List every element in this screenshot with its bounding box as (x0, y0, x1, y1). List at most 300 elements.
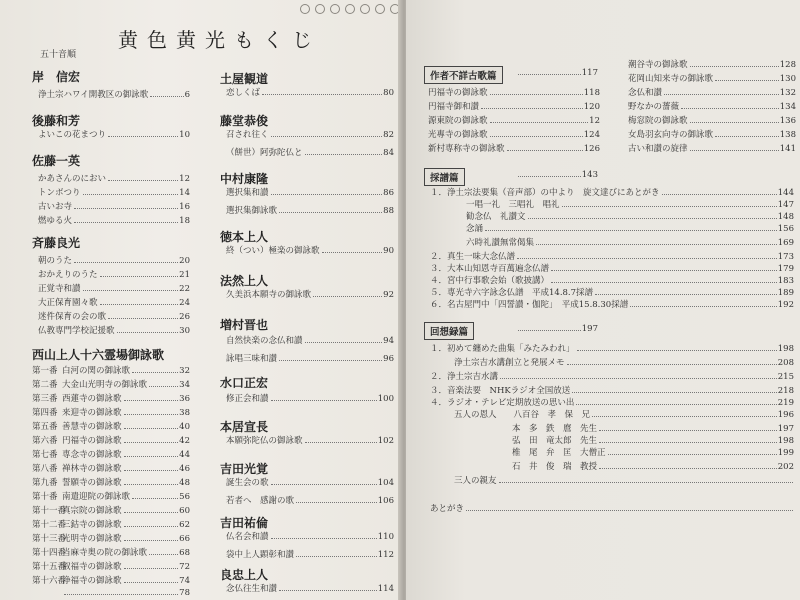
entry-title: 当麻寺奥の院の御詠歌 (62, 548, 148, 558)
dot-leader (490, 121, 589, 123)
entry-title: 光明寺の御詠歌 (62, 534, 122, 544)
toc-entry (454, 356, 794, 368)
entry-page: 198 (777, 436, 794, 446)
right-page (406, 0, 800, 600)
entry-number: 第十四番 (32, 548, 67, 558)
toc-entry (32, 546, 190, 558)
entry-page: 130 (779, 74, 796, 84)
toc-entry (226, 392, 394, 404)
dot-leader (690, 65, 779, 67)
dot-leader (74, 221, 178, 223)
toc-entry (226, 204, 394, 216)
dot-leader (279, 589, 377, 591)
dot-leader (279, 359, 382, 361)
dot-leader (83, 193, 179, 195)
entry-number: 第十二番 (32, 520, 67, 530)
page-title: 黄色黄光もくじ (118, 28, 321, 52)
toc-entry (38, 214, 190, 226)
entry-title: １．浄土宗法要集（音声部）の中より 旋文達びにあとがき (430, 188, 660, 198)
dot-leader (64, 593, 178, 595)
toc-entry (466, 222, 794, 234)
dot-leader (271, 399, 377, 401)
entry-number: 第三番 (32, 394, 58, 404)
toc-entry (38, 88, 190, 100)
entry-title: 正覚寺和讃 (38, 284, 81, 294)
toc-entry (430, 250, 794, 262)
entry-title: （餅世）阿弥陀仏と (226, 148, 303, 158)
entry-page: 38 (179, 408, 190, 418)
dot-leader (271, 537, 377, 539)
dot-leader (664, 93, 779, 95)
entry-title: 新村専称寺の御詠歌 (428, 144, 505, 154)
entry-page: 141 (779, 144, 796, 154)
toc-entry (226, 582, 394, 594)
entry-title: ２．浄土宗吉水講 (430, 372, 499, 382)
entry-page: 48 (179, 478, 190, 488)
dot-leader (271, 135, 383, 137)
entry-page: 120 (583, 102, 600, 112)
toc-entry (430, 342, 794, 354)
entry-title: 叡福寺の御詠歌 (62, 562, 122, 572)
toc-entry (466, 198, 794, 210)
entry-page: 136 (779, 116, 796, 126)
author-heading: 増村晋也 (220, 318, 269, 332)
toc-entry (226, 548, 394, 560)
toc-entry (38, 268, 190, 280)
toc-entry (32, 392, 190, 404)
toc-entry (38, 296, 190, 308)
toc-entry (428, 114, 600, 126)
dot-leader (562, 205, 777, 207)
entry-title: 禅林寺の御詠歌 (62, 464, 122, 474)
toc-entry (32, 560, 190, 572)
entry-page: 36 (179, 394, 190, 404)
dot-leader (690, 121, 779, 123)
entry-page: 117 (581, 68, 598, 78)
toc-entry (226, 476, 394, 488)
author-heading: 後藤和芳 (32, 114, 81, 128)
toc-entry (38, 128, 190, 140)
entry-page: 88 (383, 206, 394, 216)
toc-entry (430, 396, 794, 408)
dot-leader (124, 581, 179, 583)
entry-title: 真宗院の御詠歌 (62, 506, 122, 516)
toc-entry (226, 244, 394, 256)
toc-entry (226, 128, 394, 140)
dot-leader (124, 441, 179, 443)
dot-leader (715, 79, 779, 81)
dot-leader (551, 269, 777, 271)
entry-page: 96 (383, 354, 394, 364)
entry-title: 自然快楽の念仏和讃 (226, 336, 303, 346)
author-heading: 法然上人 (220, 274, 269, 288)
toc-entry (226, 86, 394, 98)
entry-title: 仏教専門学校記援歌 (38, 326, 115, 336)
entry-number: 第一番 (32, 366, 58, 376)
dot-leader (149, 553, 178, 555)
entry-page: 215 (777, 372, 794, 382)
dot-leader (599, 429, 777, 431)
entry-page: 56 (179, 492, 190, 502)
dot-leader (124, 567, 179, 569)
entry-title: 浄土宗ハワイ開教区の御詠歌 (38, 90, 149, 100)
toc-entry (32, 532, 190, 544)
entry-page: 16 (179, 202, 190, 212)
binding-rings (300, 4, 402, 18)
entry-page: 197 (581, 324, 598, 334)
entry-page: 169 (777, 238, 794, 248)
entry-page: 92 (383, 290, 394, 300)
entry-title: 南遣迎院の御詠歌 (62, 492, 131, 502)
dot-leader (599, 441, 777, 443)
entry-title: 召され往く (226, 130, 269, 140)
entry-number: 第九番 (32, 478, 58, 488)
entry-page: 189 (777, 288, 794, 298)
dot-leader (279, 211, 382, 213)
toc-entry (628, 128, 796, 140)
entry-title: 野なかの薔薇 (628, 102, 680, 112)
entry-title: 弘 田 竜太郎 先生 (512, 436, 598, 446)
section-memoirs: 回想録篇 (424, 322, 474, 340)
author-heading: 佐藤一英 (32, 154, 81, 168)
entry-page: 114 (377, 584, 394, 594)
toc-entry (466, 210, 794, 222)
dot-leader (551, 281, 777, 283)
dot-leader (466, 509, 793, 511)
entry-page: 24 (179, 298, 190, 308)
entry-number: 第七番 (32, 450, 58, 460)
toc-entry (430, 262, 794, 274)
entry-title: おかえりのうた (38, 270, 98, 280)
toc-entry (38, 324, 190, 336)
section-transcriptions: 採譜篇 (424, 168, 465, 186)
entry-title: 恋しくば (226, 88, 261, 98)
toc-entry (512, 446, 794, 458)
toc-entry (430, 286, 794, 298)
dot-leader (124, 539, 179, 541)
toc-entry (38, 282, 190, 294)
toc-entry (32, 476, 190, 488)
dot-leader (572, 391, 777, 393)
dot-leader (577, 349, 777, 351)
toc-entry (628, 58, 796, 70)
entry-page: 18 (179, 216, 190, 226)
entry-title: 円福寺御和讃 (428, 102, 480, 112)
author-heading: 本居宣長 (220, 420, 269, 434)
toc-entry (38, 172, 190, 184)
entry-title: 浄土宗吉水講創立と発展メモ (454, 358, 565, 368)
entry-title: 椎 尾 弁 匡 大僧正 (512, 448, 606, 458)
entry-title: 迷件保育の会の歌 (38, 312, 107, 322)
entry-page: 34 (179, 380, 190, 390)
entry-page: 126 (583, 144, 600, 154)
toc-entry (226, 186, 394, 198)
entry-title: １．初めて纏めた曲集「みたみわれ」 (430, 344, 575, 354)
toc-entry (512, 460, 794, 472)
entry-page: 134 (779, 102, 796, 112)
entry-number: 第十三番 (32, 534, 67, 544)
toc-entry (32, 518, 190, 530)
entry-number: 第八番 (32, 464, 58, 474)
dot-leader (149, 385, 178, 387)
toc-entry (32, 434, 190, 446)
dot-leader (124, 511, 179, 513)
toc-entry (32, 588, 190, 598)
entry-page: 112 (377, 550, 394, 560)
entry-page: 128 (779, 60, 796, 70)
section-page-row (516, 170, 598, 180)
entry-title: 詠唱三味和讃 (226, 354, 278, 364)
dot-leader (74, 261, 178, 263)
entry-title: ６．名古屋門中「四誓讃・伽陀」 平成15.8.30採譜 (430, 300, 629, 310)
entry-title: 本願弥陀仏の御詠歌 (226, 436, 303, 446)
entry-title: 五人の恩人 八百谷 孝 保 兄 (454, 410, 591, 420)
dot-leader (108, 135, 178, 137)
entry-title: 三鈷寺の御詠歌 (62, 520, 122, 530)
toc-entry (430, 384, 794, 396)
entry-number: 第五番 (32, 422, 58, 432)
toc-entry (628, 86, 796, 98)
entry-page: 143 (581, 170, 598, 180)
entry-page: 44 (179, 450, 190, 460)
entry-page: 118 (583, 88, 600, 98)
entry-number: 第十五番 (32, 562, 67, 572)
entry-page: 144 (777, 188, 794, 198)
dot-leader (500, 377, 777, 379)
entry-title: 仏名会和讃 (226, 532, 269, 542)
entry-page: 147 (777, 200, 794, 210)
entry-page: 46 (179, 464, 190, 474)
section-page-row (516, 68, 598, 78)
dot-leader (124, 427, 179, 429)
toc-entry (454, 408, 794, 420)
toc-entry (226, 434, 394, 446)
toc-entry (428, 100, 600, 112)
entry-page: 100 (377, 394, 394, 404)
dot-leader (576, 403, 776, 405)
entry-title: 久美浜本願寺の御詠歌 (226, 290, 312, 300)
entry-page: 12 (589, 116, 600, 126)
entry-page: 179 (777, 264, 794, 274)
author-heading: 斉藤良光 (32, 236, 81, 250)
dot-leader (322, 251, 383, 253)
entry-page: 219 (777, 398, 794, 408)
entry-page: 72 (179, 562, 190, 572)
author-heading: 良忠上人 (220, 568, 269, 582)
entry-number: 第六番 (32, 436, 58, 446)
entry-title: 念仏往生和讃 (226, 584, 278, 594)
toc-entry (38, 254, 190, 266)
dot-leader (124, 455, 179, 457)
dot-leader (124, 469, 179, 471)
dot-leader (313, 295, 382, 297)
entry-page: 30 (179, 326, 190, 336)
toc-entry (466, 236, 794, 248)
entry-number: 第二番 (32, 380, 58, 390)
entry-page: 138 (779, 130, 796, 140)
dot-leader (305, 341, 383, 343)
entry-title: 本 多 鉄 麿 先生 (512, 424, 598, 434)
dot-leader (690, 149, 779, 151)
entry-title: 来迎寺の御詠歌 (62, 408, 122, 418)
entry-page: 68 (179, 548, 190, 558)
entry-title: 潮谷寺の御詠歌 (628, 60, 688, 70)
author-heading: 吉田光覚 (220, 462, 269, 476)
dot-leader (83, 289, 179, 291)
toc-entry (428, 128, 600, 140)
dot-leader (507, 149, 583, 151)
entry-page: 104 (377, 478, 394, 488)
entry-title: 誓願寺の御詠歌 (62, 478, 122, 488)
toc-entry (430, 186, 794, 198)
toc-entry (428, 86, 600, 98)
entry-page: 6 (184, 90, 190, 100)
entry-title: ２．真生一味大念仏譜 (430, 252, 516, 262)
entry-number: 第十六番 (32, 576, 67, 586)
toc-entry (226, 352, 394, 364)
toc-entry (428, 142, 600, 154)
entry-page: 199 (777, 448, 794, 458)
dot-leader (132, 497, 178, 499)
entry-page: 197 (777, 424, 794, 434)
toc-entry (226, 146, 394, 158)
toc-entry (628, 72, 796, 84)
toc-entry (32, 364, 190, 376)
author-heading: 西山上人十六霊場御詠歌 (32, 348, 165, 362)
toc-entry (32, 462, 190, 474)
toc-entry (38, 200, 190, 212)
entry-page: 66 (179, 534, 190, 544)
entry-title: ４．ラジオ・テレビ定期放送の思い出 (430, 398, 575, 408)
entry-page: 110 (377, 532, 394, 542)
dot-leader (296, 555, 377, 557)
section-page-row (516, 324, 598, 334)
toc-entry (430, 502, 794, 514)
dot-leader (262, 93, 382, 95)
entry-page: 12 (179, 174, 190, 184)
toc-entry (226, 288, 394, 300)
entry-page: 132 (779, 88, 796, 98)
toc-entry (628, 142, 796, 154)
entry-page: 102 (377, 436, 394, 446)
entry-page: 183 (777, 276, 794, 286)
entry-title: 六時礼讃無常偈集 (466, 238, 535, 248)
entry-page: 10 (179, 130, 190, 140)
dot-leader (608, 453, 777, 455)
dot-leader (490, 135, 583, 137)
entry-title: 梅窓院の御詠歌 (628, 116, 688, 126)
entry-page: 80 (383, 88, 394, 98)
entry-title: 一唱一礼 三唱礼 唱礼 (466, 200, 560, 210)
entry-title: 終（つい）極楽の御詠歌 (226, 246, 320, 256)
author-heading: 藤堂恭俊 (220, 114, 269, 128)
entry-title: 燃ゆる火 (38, 216, 73, 226)
author-heading: 徳本上人 (220, 230, 269, 244)
dot-leader (271, 193, 383, 195)
entry-page: 86 (383, 188, 394, 198)
dot-leader (124, 399, 179, 401)
toc-entry (226, 494, 394, 506)
entry-page: 198 (777, 344, 794, 354)
entry-page: 32 (179, 366, 190, 376)
toc-entry (32, 504, 190, 516)
dot-leader (599, 467, 777, 469)
entry-title: ３．大本山知恩寺百萬遍念仏譜 (430, 264, 550, 274)
author-heading: 吉田祐倫 (220, 516, 269, 530)
toc-entry (430, 274, 794, 286)
dot-leader (74, 207, 178, 209)
entry-title: 誕生会の歌 (226, 478, 269, 488)
entry-page: 90 (383, 246, 394, 256)
entry-page: 42 (179, 436, 190, 446)
dot-leader (681, 107, 779, 109)
entry-title: 選択集和讃 (226, 188, 269, 198)
toc-entry (454, 474, 794, 486)
entry-title: 三人の親友 (454, 476, 497, 486)
toc-entry (32, 574, 190, 586)
toc-entry (512, 434, 794, 446)
dot-leader (485, 229, 777, 231)
page-subtitle: 五十音順 (40, 50, 77, 60)
entry-page: 26 (179, 312, 190, 322)
entry-page: 192 (777, 300, 794, 310)
dot-leader (296, 501, 377, 503)
dot-leader (490, 93, 583, 95)
dot-leader (595, 293, 777, 295)
toc-entry (38, 310, 190, 322)
entry-number: 第十一番 (32, 506, 67, 516)
entry-title: 浄福寺の御詠歌 (62, 576, 122, 586)
toc-entry (32, 406, 190, 418)
dot-leader (592, 415, 777, 417)
author-heading: 土屋観道 (220, 72, 269, 86)
entry-title: 勧念仏 礼讃文 (466, 212, 526, 222)
dot-leader (517, 257, 777, 259)
toc-entry (32, 420, 190, 432)
toc-entry (32, 378, 190, 390)
toc-entry (430, 298, 794, 310)
entry-title: あとがき (430, 504, 465, 514)
entry-page: 40 (179, 422, 190, 432)
entry-title: 修正会和讃 (226, 394, 269, 404)
entry-title: 袋中上人顕彰和讃 (226, 550, 295, 560)
entry-page: 94 (383, 336, 394, 346)
entry-page: 21 (179, 270, 190, 280)
entry-title: 専念寺の御詠歌 (62, 450, 122, 460)
entry-title: 白河の関の御詠歌 (62, 366, 131, 376)
entry-page: 148 (777, 212, 794, 222)
entry-title: ５．専光寺六字詠念仏譜 平成14.8.7採譜 (430, 288, 594, 298)
dot-leader (518, 73, 581, 75)
entry-page: 218 (777, 386, 794, 396)
entry-title: 若者へ 感謝の歌 (226, 496, 295, 506)
dot-leader (518, 329, 581, 331)
toc-entry (628, 114, 796, 126)
author-heading: 水口正宏 (220, 376, 269, 390)
entry-title: よいこの花まつり (38, 130, 107, 140)
entry-title: 古い和讃の旋律 (628, 144, 688, 154)
dot-leader (499, 481, 793, 483)
dot-leader (567, 363, 777, 365)
entry-title: ４．宮中行事歌会始（歌披講） (430, 276, 550, 286)
entry-title: 石 井 俊 瑞 教授 (512, 462, 598, 472)
entry-title: 古いお寺 (38, 202, 73, 212)
entry-page: 78 (179, 588, 190, 598)
dot-leader (150, 95, 183, 97)
section-anonymous-songs: 作者不詳古歌篇 (424, 66, 503, 84)
toc-entry (512, 422, 794, 434)
entry-title: トンボつり (38, 188, 81, 198)
